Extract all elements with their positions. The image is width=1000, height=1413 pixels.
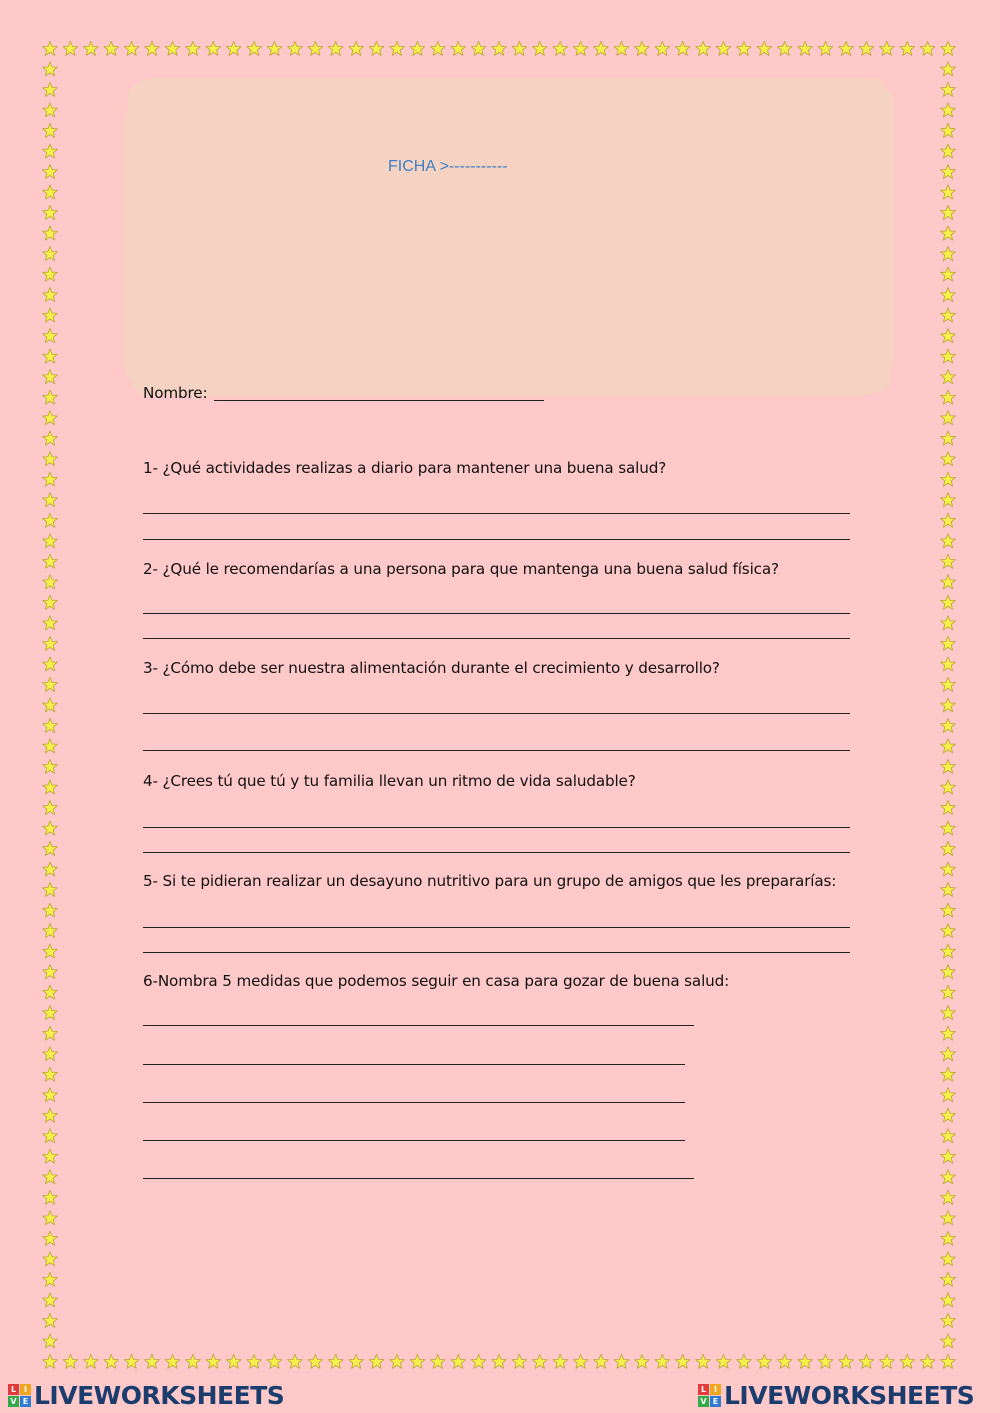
question-2: 2- ¿Qué le recomendarías a una persona para que mantenga una buena salud física? — [143, 560, 779, 578]
star-icon — [43, 103, 58, 117]
question-1: 1- ¿Qué actividades realizas a diario para mantener una buena salud? — [143, 459, 667, 477]
star-icon — [43, 1067, 58, 1081]
star-icon — [43, 1293, 58, 1307]
star-icon — [43, 944, 58, 958]
logo-text: LIVEWORKSHEETS — [724, 1380, 975, 1410]
star-icon — [430, 1354, 445, 1368]
star-icon — [553, 41, 568, 55]
star-icon — [798, 1354, 813, 1368]
star-icon — [43, 1129, 58, 1143]
star-icon — [941, 1293, 956, 1307]
star-icon — [390, 41, 405, 55]
star-icon — [655, 41, 670, 55]
star-icon — [104, 41, 119, 55]
star-icon — [145, 1354, 160, 1368]
star-icon — [43, 903, 58, 917]
star-icon — [43, 185, 58, 199]
star-icon — [941, 370, 956, 384]
star-icon — [267, 1354, 282, 1368]
star-icon — [941, 205, 956, 219]
star-icon — [430, 41, 445, 55]
star-icon — [941, 164, 956, 178]
star-icon — [43, 1190, 58, 1204]
star-icon — [145, 41, 160, 55]
star-icon — [247, 1354, 262, 1368]
star-icon — [818, 1354, 833, 1368]
star-icon — [83, 1354, 98, 1368]
star-icon — [941, 226, 956, 240]
star-icon — [43, 329, 58, 343]
star-icon — [941, 841, 956, 855]
star-icon — [941, 575, 956, 589]
star-icon — [941, 657, 956, 671]
star-icon — [43, 800, 58, 814]
answer-line[interactable] — [143, 852, 850, 853]
star-icon — [43, 1026, 58, 1040]
star-icon — [941, 390, 956, 404]
star-icon — [941, 985, 956, 999]
star-icon — [43, 1272, 58, 1286]
star-icon — [288, 1354, 303, 1368]
star-icon — [594, 41, 609, 55]
star-icon — [941, 616, 956, 630]
star-icon — [941, 185, 956, 199]
star-icon — [553, 1354, 568, 1368]
star-icon — [614, 41, 629, 55]
star-icon — [941, 103, 956, 117]
star-icon — [43, 411, 58, 425]
star-icon — [492, 1354, 507, 1368]
star-icon — [288, 41, 303, 55]
star-icon — [716, 41, 731, 55]
star-icon — [43, 657, 58, 671]
logo-letter: E — [20, 1396, 31, 1407]
logo-letter: L — [8, 1384, 19, 1395]
answer-line[interactable] — [143, 513, 850, 514]
star-icon — [696, 1354, 711, 1368]
star-icon — [941, 1149, 956, 1163]
star-icon — [43, 390, 58, 404]
liveworksheets-logo — [698, 1380, 974, 1410]
star-icon — [43, 431, 58, 445]
star-icon — [43, 1354, 58, 1368]
star-icon — [941, 800, 956, 814]
star-icon — [941, 1108, 956, 1122]
star-icon — [920, 41, 935, 55]
star-icon — [941, 882, 956, 896]
star-icon — [451, 41, 466, 55]
star-icon — [941, 759, 956, 773]
star-icon — [43, 739, 58, 753]
star-icon — [941, 1231, 956, 1245]
answer-line[interactable] — [143, 713, 850, 714]
star-icon — [410, 41, 425, 55]
star-icon — [43, 308, 58, 322]
star-icon — [879, 1354, 894, 1368]
answer-line[interactable] — [143, 1140, 685, 1141]
star-icon — [512, 1354, 527, 1368]
star-icon — [369, 41, 384, 55]
answer-line[interactable] — [143, 952, 850, 953]
star-icon — [859, 41, 874, 55]
question-6: 6-Nombra 5 medidas que podemos seguir en casa para gozar de buena salud: — [143, 972, 730, 990]
star-icon — [349, 41, 364, 55]
star-icon — [43, 780, 58, 794]
star-icon — [43, 698, 58, 712]
answer-line[interactable] — [143, 539, 850, 540]
logo-letter: V — [8, 1396, 19, 1407]
star-icon — [390, 1354, 405, 1368]
star-icon — [43, 575, 58, 589]
star-icon — [941, 1211, 956, 1225]
star-icon — [532, 41, 547, 55]
star-icon — [165, 1354, 180, 1368]
question-3: 3- ¿Cómo debe ser nuestra alimentación durante el crecimiento y desarrollo? — [143, 659, 720, 677]
star-icon — [43, 841, 58, 855]
star-icon — [43, 985, 58, 999]
answer-line[interactable] — [143, 1064, 685, 1065]
logo-icon — [8, 1384, 31, 1407]
star-icon — [43, 144, 58, 158]
star-icon — [941, 1272, 956, 1286]
star-icon — [267, 41, 282, 55]
star-icon — [328, 1354, 343, 1368]
star-icon — [43, 493, 58, 507]
star-icon — [43, 554, 58, 568]
star-icon — [43, 1047, 58, 1061]
star-icon — [43, 1231, 58, 1245]
logo-letter: L — [698, 1384, 709, 1395]
star-icon — [43, 205, 58, 219]
star-icon — [757, 41, 772, 55]
liveworksheets-logo — [8, 1380, 284, 1410]
star-icon — [43, 677, 58, 691]
star-icon — [43, 759, 58, 773]
star-icon — [941, 1190, 956, 1204]
page-title: FICHA >----------- — [388, 158, 508, 175]
star-icon — [43, 82, 58, 96]
star-icon — [757, 1354, 772, 1368]
star-icon — [941, 62, 956, 76]
answer-line[interactable] — [143, 638, 850, 639]
star-icon — [941, 903, 956, 917]
answer-line[interactable] — [143, 750, 850, 751]
star-icon — [941, 677, 956, 691]
star-icon — [43, 821, 58, 835]
star-icon — [43, 1252, 58, 1266]
star-icon — [492, 41, 507, 55]
answer-line[interactable] — [143, 827, 850, 828]
star-icon — [818, 41, 833, 55]
star-icon — [635, 1354, 650, 1368]
star-icon — [716, 1354, 731, 1368]
star-icon — [43, 123, 58, 137]
star-icon — [165, 41, 180, 55]
logo-icon — [698, 1384, 721, 1407]
star-icon — [63, 41, 78, 55]
star-icon — [941, 1170, 956, 1184]
star-icon — [43, 472, 58, 486]
star-icon — [43, 288, 58, 302]
star-icon — [941, 472, 956, 486]
star-icon — [941, 329, 956, 343]
star-icon — [43, 1211, 58, 1225]
star-icon — [941, 1047, 956, 1061]
star-icon — [941, 595, 956, 609]
star-icon — [941, 862, 956, 876]
star-icon — [43, 62, 58, 76]
star-icon — [186, 41, 201, 55]
star-icon — [737, 1354, 752, 1368]
answer-line[interactable] — [143, 613, 850, 614]
star-icon — [43, 349, 58, 363]
header-box — [128, 78, 890, 396]
star-icon — [594, 1354, 609, 1368]
star-icon — [839, 41, 854, 55]
star-icon — [941, 452, 956, 466]
star-icon — [655, 1354, 670, 1368]
logo-letter: V — [698, 1396, 709, 1407]
star-icon — [941, 636, 956, 650]
star-icon — [941, 1067, 956, 1081]
star-icon — [900, 1354, 915, 1368]
star-icon — [186, 1354, 201, 1368]
star-icon — [696, 41, 711, 55]
star-icon — [43, 1088, 58, 1102]
star-icon — [941, 944, 956, 958]
star-icon — [471, 41, 486, 55]
star-icon — [941, 534, 956, 548]
answer-line[interactable] — [143, 1025, 694, 1026]
star-icon — [941, 1088, 956, 1102]
question-5: 5- Si te pidieran realizar un desayuno nutritivo para un grupo de amigos que les prepararías: — [143, 872, 837, 890]
star-icon — [941, 1354, 956, 1368]
star-icon — [941, 1006, 956, 1020]
star-icon — [43, 1149, 58, 1163]
star-icon — [247, 41, 262, 55]
star-icon — [859, 1354, 874, 1368]
star-icon — [328, 41, 343, 55]
star-icon — [941, 144, 956, 158]
logo-letter: I — [20, 1384, 31, 1395]
star-icon — [941, 1334, 956, 1348]
star-icon — [512, 41, 527, 55]
star-icon — [614, 1354, 629, 1368]
star-icon — [573, 41, 588, 55]
star-icon — [532, 1354, 547, 1368]
star-icon — [777, 1354, 792, 1368]
star-icon — [941, 247, 956, 261]
star-icon — [43, 267, 58, 281]
star-icon — [43, 718, 58, 732]
star-icon — [63, 1354, 78, 1368]
star-icon — [941, 267, 956, 281]
logo-letter: E — [710, 1396, 721, 1407]
star-icon — [941, 431, 956, 445]
star-icon — [941, 780, 956, 794]
star-icon — [206, 1354, 221, 1368]
star-icon — [43, 534, 58, 548]
logo-text: LIVEWORKSHEETS — [34, 1380, 285, 1410]
star-icon — [43, 862, 58, 876]
star-icon — [43, 1170, 58, 1184]
star-icon — [941, 288, 956, 302]
star-icon — [43, 164, 58, 178]
logo-letter: I — [710, 1384, 721, 1395]
star-icon — [410, 1354, 425, 1368]
answer-line[interactable] — [143, 927, 850, 928]
star-icon — [941, 1026, 956, 1040]
star-icon — [675, 41, 690, 55]
star-icon — [43, 1108, 58, 1122]
star-icon — [124, 41, 139, 55]
star-icon — [920, 1354, 935, 1368]
star-icon — [43, 595, 58, 609]
star-icon — [941, 82, 956, 96]
star-icon — [308, 1354, 323, 1368]
star-icon — [941, 1252, 956, 1266]
star-icon — [798, 41, 813, 55]
star-icon — [43, 452, 58, 466]
star-icon — [941, 308, 956, 322]
star-icon — [226, 1354, 241, 1368]
star-icon — [777, 41, 792, 55]
star-icon — [83, 41, 98, 55]
star-icon — [941, 513, 956, 527]
star-icon — [43, 882, 58, 896]
star-icon — [43, 226, 58, 240]
star-icon — [43, 616, 58, 630]
star-icon — [43, 370, 58, 384]
star-icon — [941, 349, 956, 363]
star-icon — [369, 1354, 384, 1368]
star-icon — [941, 739, 956, 753]
star-icon — [675, 1354, 690, 1368]
name-input-line[interactable] — [214, 400, 544, 401]
star-icon — [941, 41, 956, 55]
star-icon — [43, 1006, 58, 1020]
star-icon — [226, 41, 241, 55]
star-icon — [573, 1354, 588, 1368]
star-icon — [839, 1354, 854, 1368]
star-icon — [451, 1354, 466, 1368]
star-icon — [941, 698, 956, 712]
star-icon — [43, 41, 58, 55]
answer-line[interactable] — [143, 1178, 694, 1179]
star-icon — [941, 554, 956, 568]
star-icon — [941, 1129, 956, 1143]
star-icon — [308, 41, 323, 55]
star-icon — [941, 924, 956, 938]
star-icon — [43, 247, 58, 261]
star-icon — [471, 1354, 486, 1368]
star-icon — [941, 411, 956, 425]
star-icon — [941, 493, 956, 507]
star-icon — [43, 965, 58, 979]
star-icon — [941, 821, 956, 835]
star-icon — [737, 41, 752, 55]
star-icon — [941, 123, 956, 137]
star-icon — [941, 965, 956, 979]
star-icon — [43, 1313, 58, 1327]
question-4: 4- ¿Crees tú que tú y tu familia llevan un ritmo de vida saludable? — [143, 772, 636, 790]
star-icon — [941, 718, 956, 732]
star-icon — [43, 1334, 58, 1348]
star-icon — [43, 513, 58, 527]
star-icon — [941, 1313, 956, 1327]
star-icon — [124, 1354, 139, 1368]
star-icon — [879, 41, 894, 55]
star-icon — [900, 41, 915, 55]
star-icon — [104, 1354, 119, 1368]
name-label: Nombre: — [143, 384, 208, 402]
star-icon — [43, 636, 58, 650]
star-icon — [206, 41, 221, 55]
answer-line[interactable] — [143, 1102, 685, 1103]
star-icon — [349, 1354, 364, 1368]
star-icon — [43, 924, 58, 938]
star-icon — [635, 41, 650, 55]
